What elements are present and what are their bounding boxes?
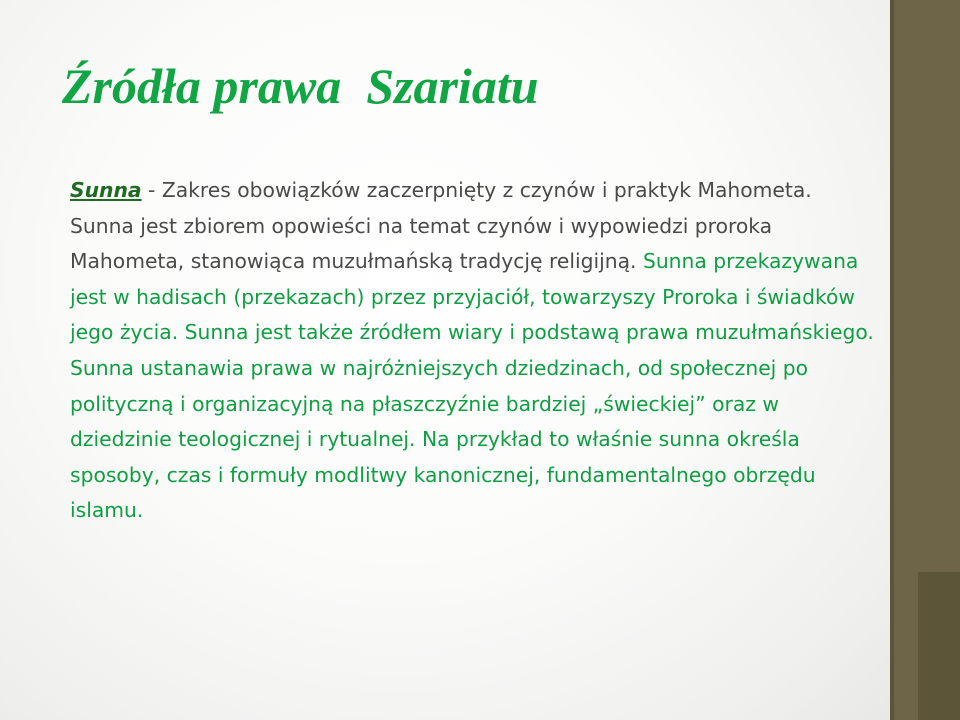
term-sunna: Sunna xyxy=(70,178,142,202)
definition-text: - Zakres obowiązków zaczerpnięty z czynów i praktyk Mahometa. Sunna jest zbiorem opowieści na temat czynów i wypowiedzi proroka Mahometa, stanowiąca muzułmańską tradycję religijną. xyxy=(70,178,812,274)
side-bar-notch xyxy=(918,572,960,720)
slide-title: Źródła prawa Szariatu xyxy=(62,58,539,114)
slide-body xyxy=(70,173,875,529)
side-decoration-bar xyxy=(890,0,960,720)
side-bar-edge xyxy=(890,0,894,720)
description-text: Sunna przekazywana jest w hadisach (przekazach) przez przyjaciół, towarzyszy Proroka i świadków jego życia. Sunna jest także źródłem wiary i podstawą prawa muzułmańskiego. Sunna ustanawia prawa w najróżniejszych dziedzinach, od społecznej po polityczną i organizacyjną na płaszczyźnie bardziej „świeckiej” oraz w dziedzinie teologicznej i rytualnej. Na przykład to właśnie sunna określa sposoby, czas i formuły modlitwy kanonicznej, fundamentalnego obrzędu islamu. xyxy=(70,249,874,523)
